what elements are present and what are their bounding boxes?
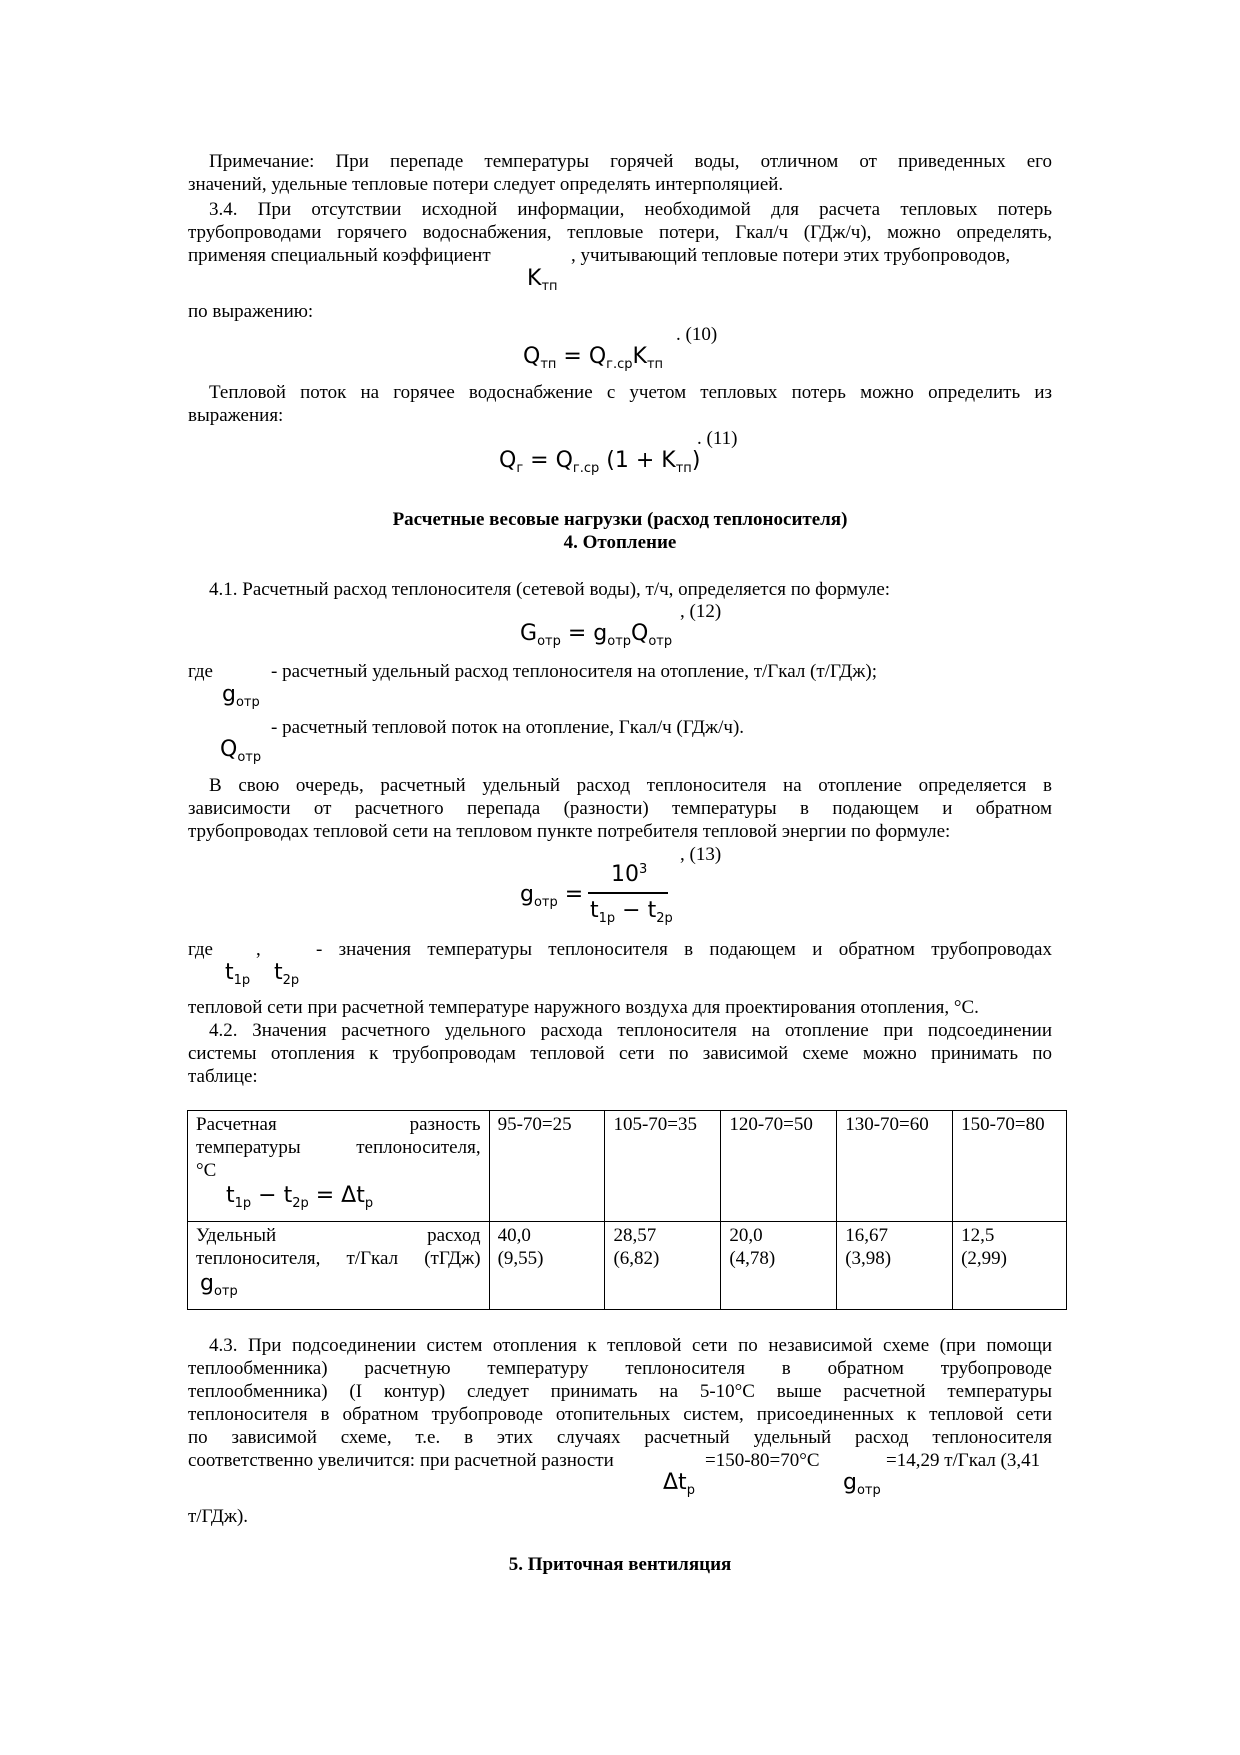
where-g-text: - расчетный удельный расход теплоносителя на отопление, т/Гкал (т/ГДж); xyxy=(271,661,877,682)
heatflow-line-1: Тепловой поток на горячее водоснабжение с учетом тепловых потерь можно определить из xyxy=(209,382,1052,403)
table-cell: 95-70=25 xyxy=(489,1111,605,1222)
p34-line-1: 3.4. При отсутствии исходной информации, необходимой для расчета тепловых потерь xyxy=(209,199,1052,220)
p42-line-3: таблице: xyxy=(188,1066,258,1087)
t2p-formula: $t_{2р}$ xyxy=(274,960,300,988)
g-otr-formula-inline: $g_{отр}$ xyxy=(843,1470,881,1498)
note-line-2: значений, удельные тепловые потери следует определять интерполяцией. xyxy=(188,174,784,195)
p43-line-4: теплоносителя в обратном трубопроводе отопительных систем, присоединенных к тепловой сети xyxy=(188,1404,1052,1425)
table-header-flow-rate: Удельный расход теплоносителя, т/Гкал (тГДж) $g_{отр}$ xyxy=(188,1222,490,1310)
p34-line-2: трубопроводами горячего водоснабжения, тепловые потери, Гкал/ч (ГДж/ч), можно определять, xyxy=(188,222,1052,243)
p34-line-3-left: применяя специальный коэффициент xyxy=(188,245,491,266)
flow-rate-table xyxy=(187,1110,1067,1310)
formula-12: $G_{отр} = g_{отр}Q_{отр}$ xyxy=(520,621,673,649)
p43-line-6-a: соответственно увеличится: при расчетной разности xyxy=(188,1450,614,1471)
table-cell: 12,5 (2,99) xyxy=(953,1222,1067,1310)
where-label-2: где xyxy=(188,939,213,960)
table-row xyxy=(188,1111,1067,1222)
p43-line-3: теплообменника) (I контур) следует принимать на 5-10°С выше расчетной температуры xyxy=(188,1381,1052,1402)
formula-13-numerator: $10^3$ xyxy=(611,862,648,887)
p34-line-4: по выражению: xyxy=(188,301,314,322)
table-header-temp-diff: Расчетная разность температуры теплоносителя, °С $t_{1р} - t_{2р} = \Delta t_р$ xyxy=(188,1111,490,1222)
p43-line-6-b: =150-80=70°С xyxy=(705,1450,820,1471)
g-otr-formula: $g_{отр}$ xyxy=(222,682,260,710)
p43-line-5: по зависимой схеме, т.е. в этих случаях расчетный удельный расход теплоносителя xyxy=(188,1427,1052,1448)
p34-line-3-right: , учитывающий тепловые потери этих трубопроводов, xyxy=(571,245,1011,266)
dtp-formula: $\Delta t_р$ xyxy=(663,1470,695,1498)
p43-line-1: 4.3. При подсоединении систем отопления к тепловой сети по независимой схеме (при помощи xyxy=(209,1335,1052,1356)
temp-diff-formula: $t_{1р} - t_{2р} = \Delta t_р$ xyxy=(226,1183,374,1211)
table-cell: 40,0 (9,55) xyxy=(489,1222,605,1310)
q-otr-formula: $Q_{отр}$ xyxy=(220,737,262,765)
table-cell: 150-70=80 xyxy=(953,1111,1067,1222)
table-cell: 28,57 (6,82) xyxy=(605,1222,721,1310)
table-cell: 16,67 (3,98) xyxy=(837,1222,953,1310)
p43-line-2: теплообменника) расчетную температуру теплоносителя в обратном трубопроводе xyxy=(188,1358,1052,1379)
formula-13-lhs: $g_{отр}$ = xyxy=(520,882,584,910)
table-cell: 105-70=35 xyxy=(605,1111,721,1222)
table-cell: 120-70=50 xyxy=(721,1111,837,1222)
formula-11: $Q_г = Q_{г.ср}$ $(1 + K_{тп})$ xyxy=(499,448,701,476)
heatflow-line-2: выражения: xyxy=(188,405,284,426)
formula-10: $Q_{тп} = Q_{г.ср}K_{тп}$ xyxy=(523,344,664,372)
where-q-text: - расчетный тепловой поток на отопление, Гкал/ч (ГДж/ч). xyxy=(271,717,745,738)
p41-text: 4.1. Расчетный расход теплоносителя (сетевой воды), т/ч, определяется по формуле: xyxy=(209,579,891,600)
heading-weight-loads: Расчетные весовые нагрузки (расход теплоносителя) xyxy=(392,509,848,530)
turn-line-3: трубопроводах тепловой сети на тепловом пункте потребителя тепловой энергии по формуле: xyxy=(188,821,951,842)
p42-line-1: 4.2. Значения расчетного удельного расхода теплоносителя на отопление при подсоединении xyxy=(209,1020,1052,1041)
turn-line-1: В свою очередь, расчетный удельный расход теплоносителя на отопление определяется в xyxy=(209,775,1052,796)
table-cell: 130-70=60 xyxy=(837,1111,953,1222)
p43-line-7: т/ГДж). xyxy=(188,1506,249,1527)
formula-11-number: . (11) xyxy=(697,428,738,449)
where2-line-2: тепловой сети при расчетной температуре наружного воздуха для проектирования отопления, °С. xyxy=(188,997,979,1018)
table-row xyxy=(188,1222,1067,1310)
formula-13-number: , (13) xyxy=(680,844,722,865)
k-tp-formula: $K_{тп}$ xyxy=(527,266,558,294)
heading-supply-ventilation: 5. Приточная вентиляция xyxy=(508,1554,732,1575)
formula-12-number: , (12) xyxy=(680,601,722,622)
t1p-formula: $t_{1р}$ xyxy=(225,960,251,988)
formula-10-number: . (10) xyxy=(676,324,718,345)
where-comma: , xyxy=(256,939,261,960)
p43-line-6-c: =14,29 т/Гкал (3,41 xyxy=(886,1450,1041,1471)
p42-line-2: системы отопления к трубопроводам тепловой сети по зависимой схеме можно принимать по xyxy=(188,1043,1052,1064)
where-label-1: где xyxy=(188,661,213,682)
formula-13-denominator: $t_{1р} - t_{2р}$ xyxy=(590,898,673,926)
table-cell: 20,0 (4,78) xyxy=(721,1222,837,1310)
note-line-1: Примечание: При перепаде температуры горячей воды, отличном от приведенных его xyxy=(209,151,1052,172)
where2-text: - значения температуры теплоносителя в подающем и обратном трубопроводах xyxy=(316,939,1052,960)
turn-line-2: зависимости от расчетного перепада (разности) температуры в подающем и обратном xyxy=(188,798,1052,819)
g-otr-table-formula: $g_{отр}$ xyxy=(200,1271,238,1299)
heading-heating: 4. Отопление xyxy=(563,532,677,553)
fraction-bar xyxy=(588,892,668,894)
